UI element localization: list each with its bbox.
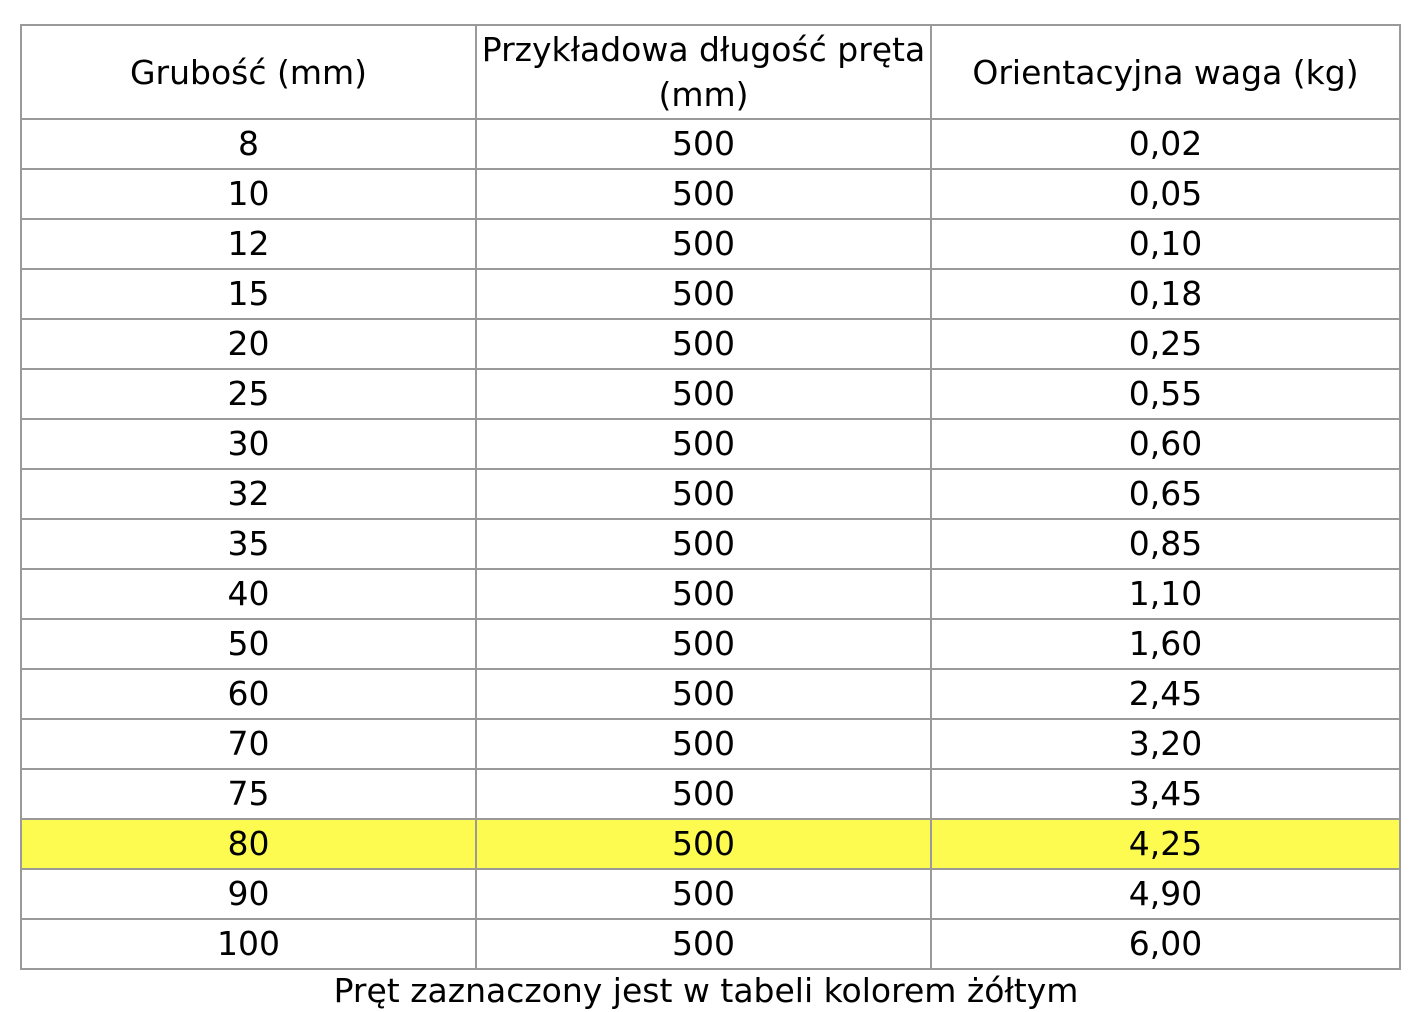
table-row: [21, 719, 1400, 769]
cell-thickness: 8: [21, 119, 476, 169]
table-row: [21, 269, 1400, 319]
cell-length: 500: [476, 719, 931, 769]
cell-thickness: 35: [21, 519, 476, 569]
cell-length: 500: [476, 269, 931, 319]
cell-thickness: 50: [21, 619, 476, 669]
cell-weight: 0,02: [931, 119, 1400, 169]
cell-thickness: 15: [21, 269, 476, 319]
cell-length: 500: [476, 769, 931, 819]
cell-thickness: 40: [21, 569, 476, 619]
table-row: [21, 519, 1400, 569]
cell-weight: 0,10: [931, 219, 1400, 269]
cell-weight: 3,45: [931, 769, 1400, 819]
table-row: [21, 669, 1400, 719]
cell-length: 500: [476, 669, 931, 719]
cell-weight: 0,05: [931, 169, 1400, 219]
cell-weight: 2,45: [931, 669, 1400, 719]
cell-length: 500: [476, 819, 931, 869]
cell-length: 500: [476, 119, 931, 169]
cell-thickness: 75: [21, 769, 476, 819]
table-row: [21, 769, 1400, 819]
cell-weight: 0,60: [931, 419, 1400, 469]
cell-length: 500: [476, 869, 931, 919]
cell-thickness: 70: [21, 719, 476, 769]
table-row: [21, 119, 1400, 169]
cell-length: 500: [476, 919, 931, 969]
cell-thickness: 12: [21, 219, 476, 269]
cell-thickness: 30: [21, 419, 476, 469]
table-row: [21, 869, 1400, 919]
header-weight: Orientacyjna waga (kg): [931, 25, 1400, 119]
table-header: [21, 25, 1400, 119]
table-row: [21, 419, 1400, 469]
cell-length: 500: [476, 619, 931, 669]
cell-weight: 3,20: [931, 719, 1400, 769]
table-row: [21, 919, 1400, 969]
cell-weight: 1,60: [931, 619, 1400, 669]
cell-weight: 0,18: [931, 269, 1400, 319]
cell-thickness: 10: [21, 169, 476, 219]
cell-length: 500: [476, 369, 931, 419]
table-row: [21, 469, 1400, 519]
table-row: [21, 369, 1400, 419]
cell-weight: 6,00: [931, 919, 1400, 969]
cell-weight: 0,25: [931, 319, 1400, 369]
cell-weight: 0,55: [931, 369, 1400, 419]
table-row-highlighted: [21, 819, 1400, 869]
cell-length: 500: [476, 569, 931, 619]
cell-length: 500: [476, 469, 931, 519]
cell-weight: 1,10: [931, 569, 1400, 619]
cell-weight: 0,65: [931, 469, 1400, 519]
cell-thickness: 80: [21, 819, 476, 869]
header-thickness: Grubość (mm): [21, 25, 476, 119]
cell-thickness: 20: [21, 319, 476, 369]
cell-weight: 4,25: [931, 819, 1400, 869]
cell-thickness: 100: [21, 919, 476, 969]
header-row: [21, 25, 1400, 119]
table-row: [21, 569, 1400, 619]
table-body: [21, 119, 1400, 969]
cell-thickness: 32: [21, 469, 476, 519]
table-row: [21, 169, 1400, 219]
table-caption: Pręt zaznaczony jest w tabeli kolorem żółtym: [333, 971, 1079, 1010]
table-row: [21, 219, 1400, 269]
cell-length: 500: [476, 169, 931, 219]
table-row: [21, 319, 1400, 369]
cell-length: 500: [476, 319, 931, 369]
cell-weight: 0,85: [931, 519, 1400, 569]
cell-thickness: 90: [21, 869, 476, 919]
weight-table: [20, 24, 1401, 970]
cell-thickness: 25: [21, 369, 476, 419]
cell-length: 500: [476, 519, 931, 569]
cell-length: 500: [476, 419, 931, 469]
table-row: [21, 619, 1400, 669]
cell-length: 500: [476, 219, 931, 269]
header-length: Przykładowa długość pręta (mm): [476, 25, 931, 119]
cell-thickness: 60: [21, 669, 476, 719]
cell-weight: 4,90: [931, 869, 1400, 919]
